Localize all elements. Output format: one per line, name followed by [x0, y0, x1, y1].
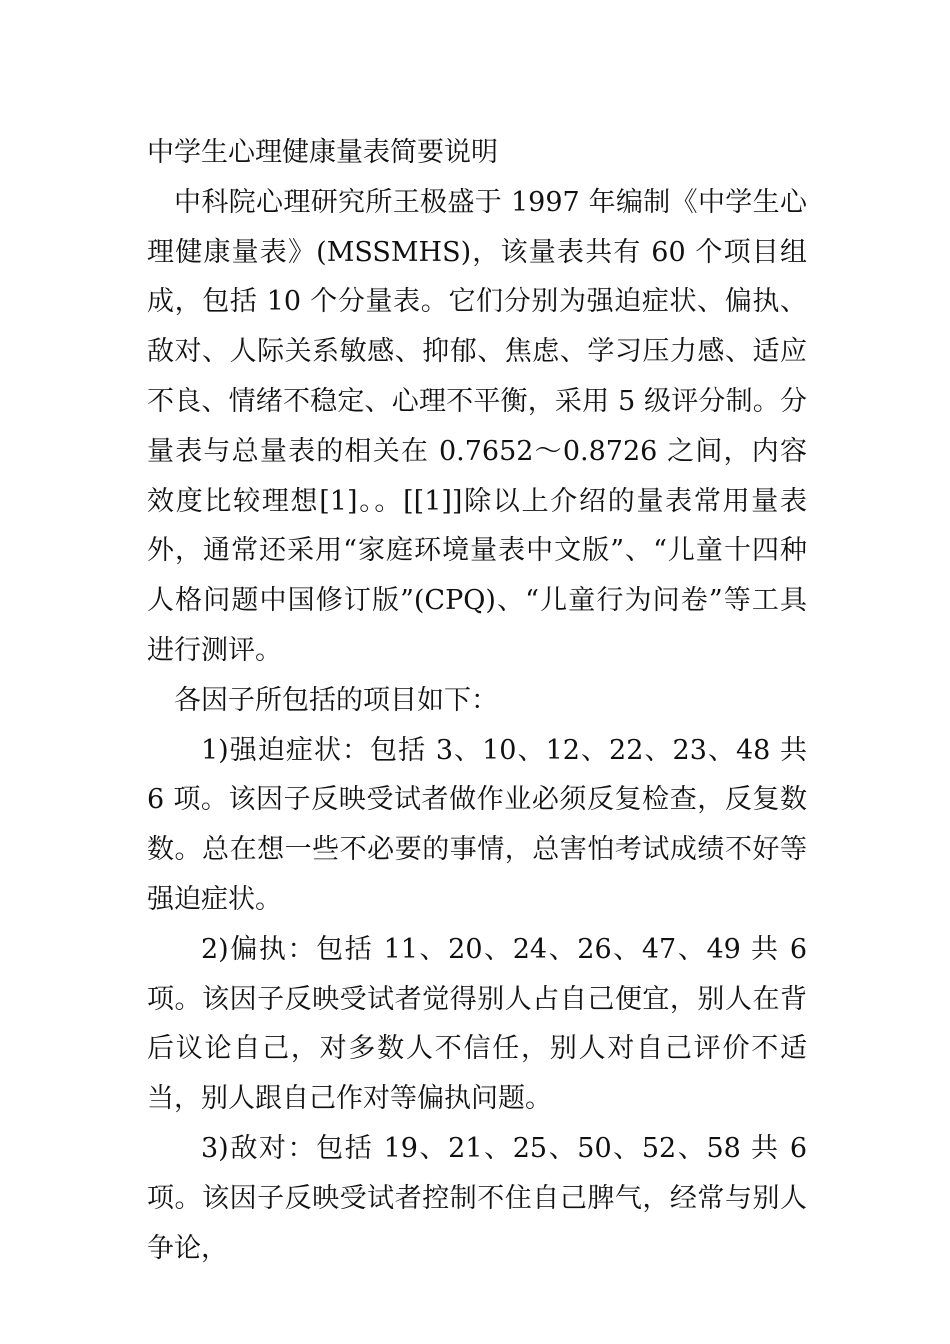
- factor-item-obsessive: 1)强迫症状：包括 3、10、12、22、23、48 共 6 项。该因子反映受试者做作业必须反复检查，反复数数。总在想一些不必要的事情，总害怕考试成绩不好等强迫症状。: [147, 734, 807, 915]
- factors-intro-paragraph: 各因子所包括的项目如下：: [174, 684, 498, 716]
- factor-item-paranoia: 2)偏执：包括 11、20、24、26、47、49 共 6 项。该因子反映受试者觉得别人占自己便宜，别人在背后议论自己，对多数人不信任，别人对自己评价不适当，别人跟自己作对等偏执问题。: [147, 933, 807, 1115]
- factor-item-hostility: 3)敌对：包括 19、21、25、50、52、58 共 6 项。该因子反映受试者控制不住自己脾气，经常与别人争论，: [147, 1132, 807, 1264]
- document-title: 中学生心理健康量表简要说明: [147, 137, 498, 168]
- document-page: [147, 128, 807, 1273]
- intro-paragraph: 中科院心理研究所王极盛于 1997 年编制《中学生心理健康量表》(MSSMHS)，该量表共有 60 个项目组成，包括 10 个分量表。它们分别为强迫症状、偏执、敌对、人际关系敏感、抑郁、焦虑、学习压力感、适应不良、情绪不稳定、心理不平衡，采用 5 级评分制。分量表与总量表的相关在 0.7652～0.8726 之间，内容效度比较理想[1]。。[[1]]除以上介绍的量表常用量表外，通常还采用“家庭环境量表中文版”、“儿童十四种人格问题中国修订版”(CPQ)、“儿童行为问卷”等工具进行测评。: [147, 186, 807, 666]
